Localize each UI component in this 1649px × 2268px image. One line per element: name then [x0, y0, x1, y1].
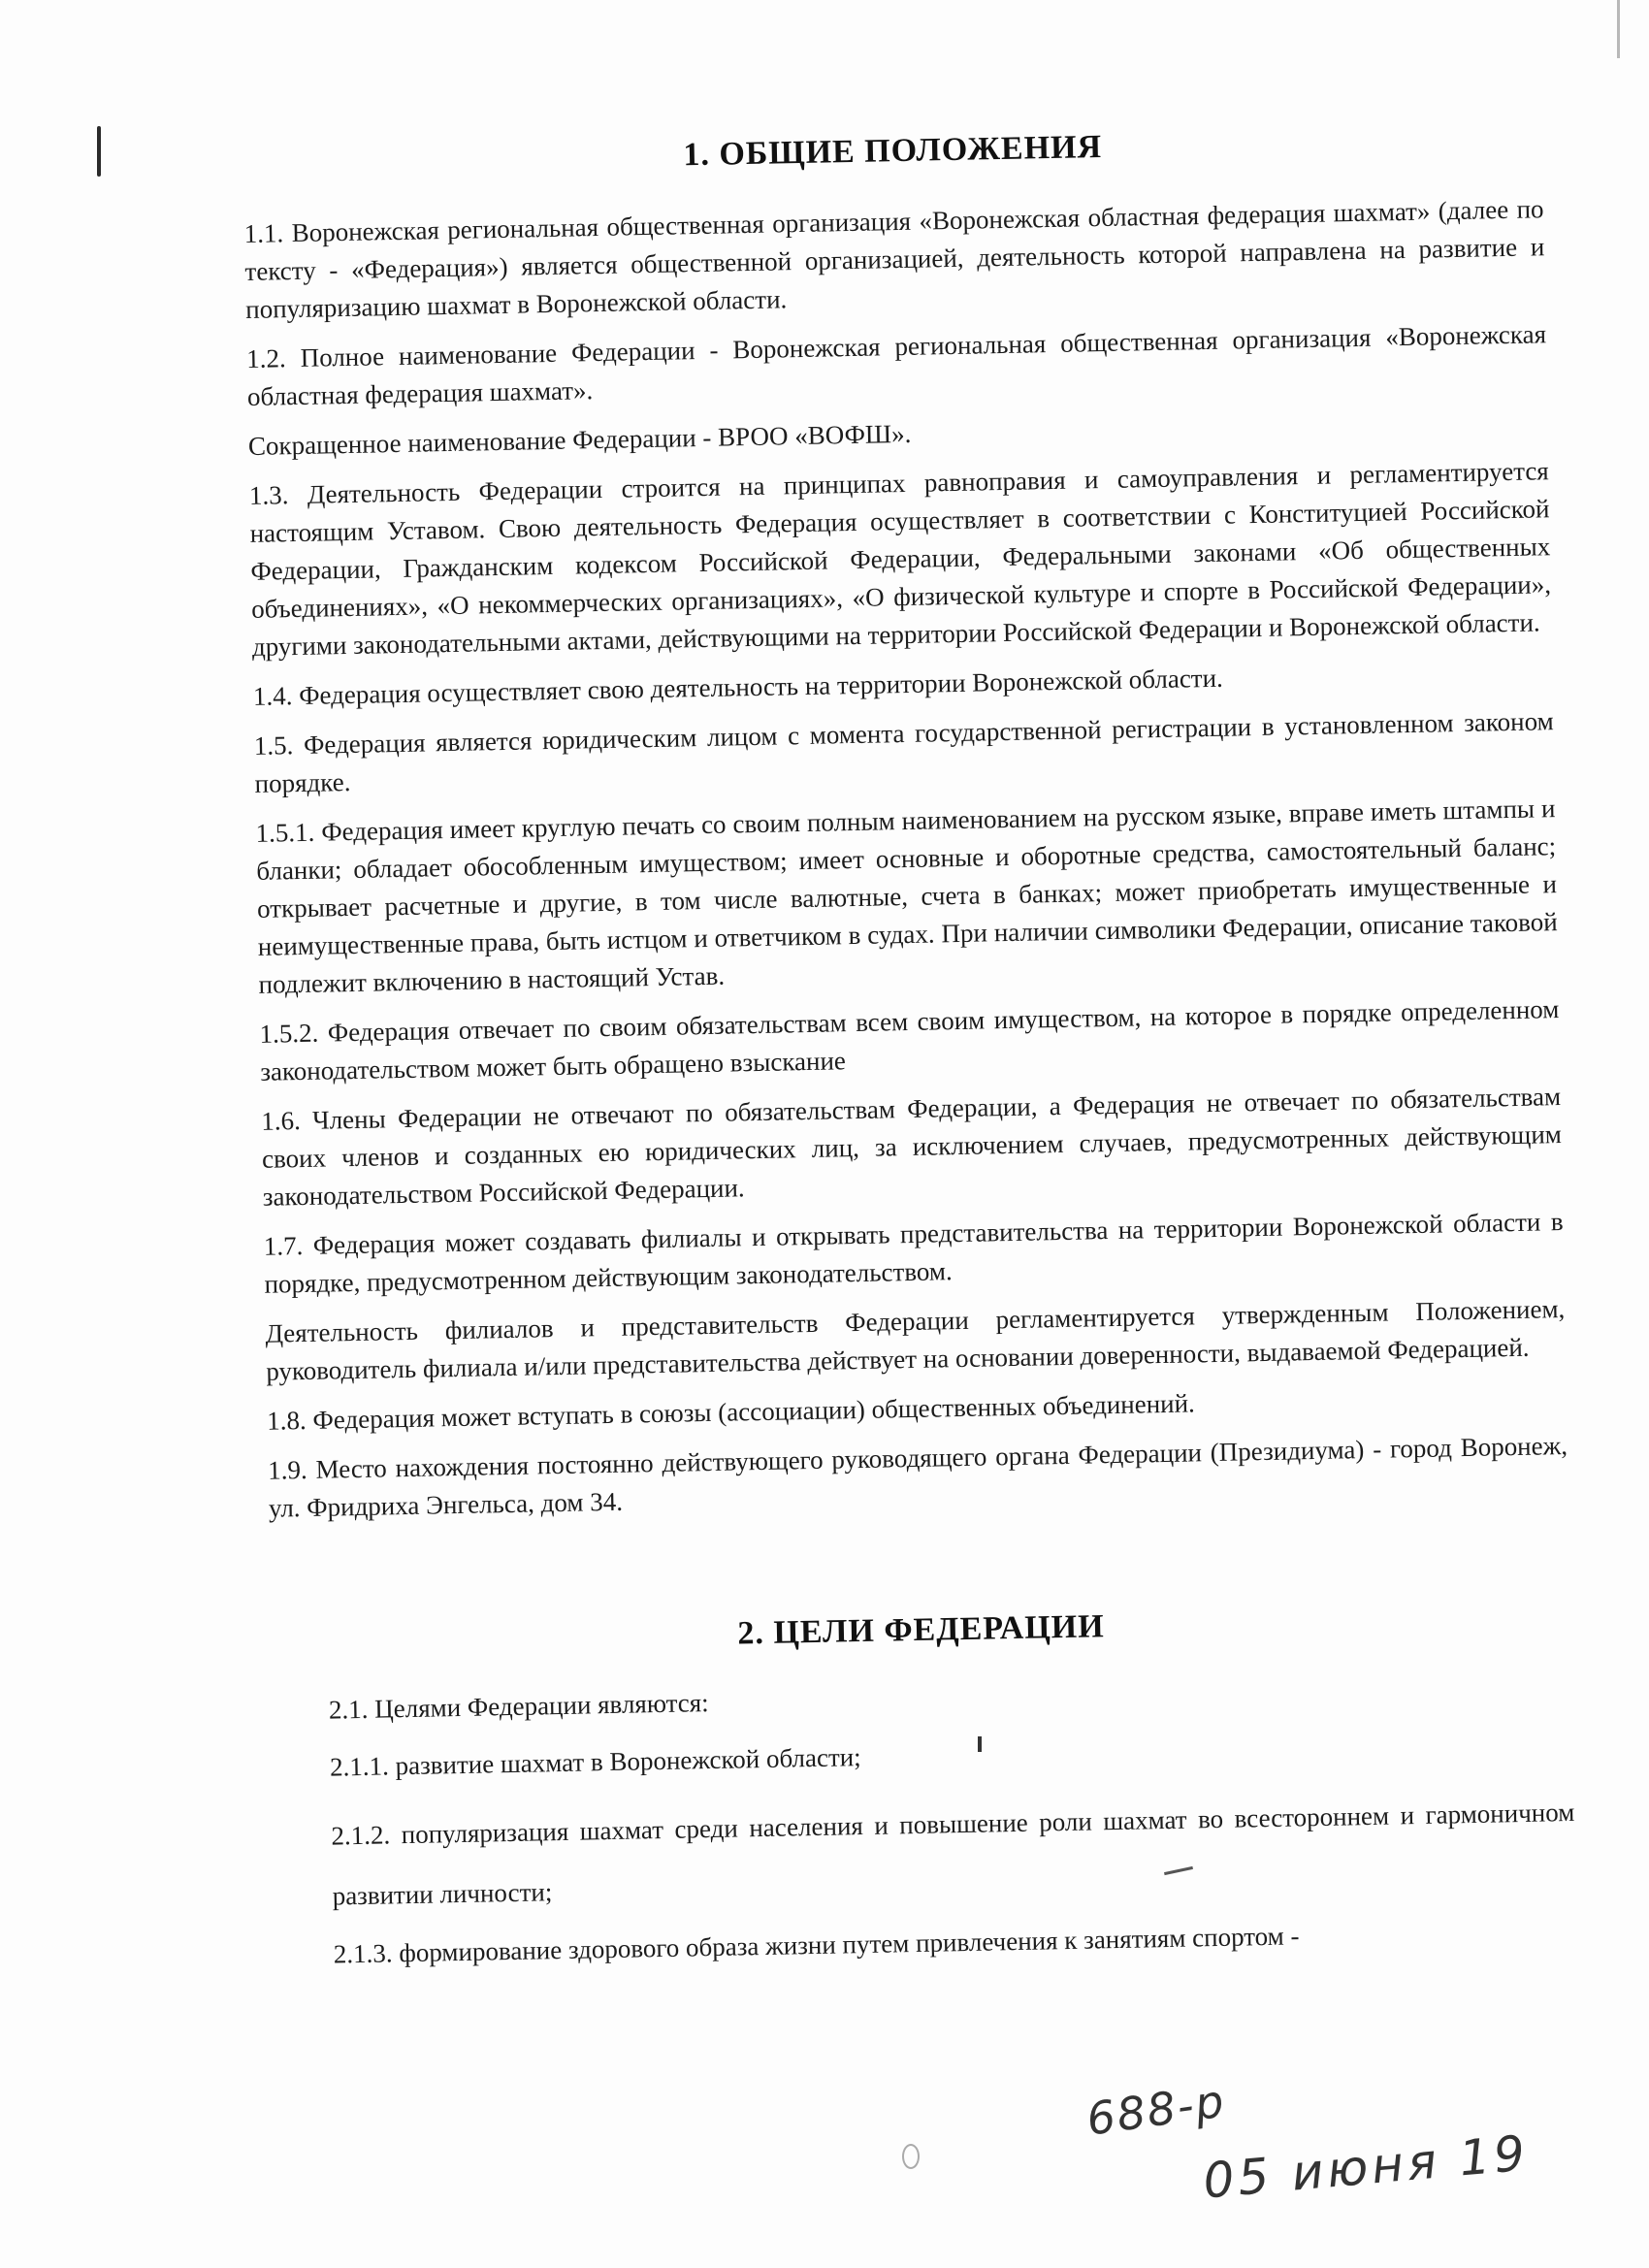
paragraph-1-6: 1.6. Члены Федерации не отвечают по обязательствам Федерации, а Федерация не отвечает по обязательствам своих членов и созданных ею юридических лиц, за исключением случаев, предусмотренных действующим законодательством Российской Федерации.: [261, 1082, 1563, 1212]
paragraph-1-9: 1.9. Место нахождения постоянно действующего руководящего органа Федерации (Президиума) - город Воронеж, ул. Фридриха Энгельса, дом 34.: [267, 1431, 1568, 1523]
item-2-1-3: 2.1.3. формирование здорового образа жизни путем привлечения к занятиям спортом -: [333, 1921, 1300, 1969]
paragraph-1-3: 1.3. Деятельность Федерации строится на принципах равноправия и самоуправления и регламентируется настоящим Уставом. Свою деятельность Федерация осуществляет в соответствии с Конституцией Российской Федерации, Гражданским кодексом Российской Федерации, Федеральными законами «Об общественных объединениях», «О некоммерческих организациях», «О физической культуре и спорте в Российской Федерации», другими законодательными актами, действующими на территории Российской Федерации и Воронежской области.: [248, 456, 1552, 662]
paragraph-1-4: 1.4. Федерация осуществляет свою деятельность на территории Воронежской области.: [252, 663, 1224, 711]
item-2-1-2: 2.1.2. популяризация шахмат среди населения и повышение роли шахмат во всестороннем и гармоничном развитии личности;: [331, 1797, 1575, 1911]
paragraph-branches: Деятельность филиалов и представительств Федерации регламентируется утвержденным Положением, руководитель филиала и/или представительства действует на основании доверенности, выдаваемой Федерацией.: [265, 1294, 1566, 1386]
paragraph-1-5: 1.5. Федерация является юридическим лицом с момента государственной регистрации в установленном законом порядке.: [253, 706, 1554, 798]
paragraph-1-5-1: 1.5.1. Федерация имеет круглую печать со своим полным наименованием на русском языке, вправе иметь штампы и бланки; обладает обособленным имуществом; имеет основные и оборотные средства, самостоятельный баланс; открывает расчетные и другие, в том числе валютные, счета в банках; может приобретать имущественные и неимущественные права, быть истцом и ответчиком в судах. При наличии символики Федерации, описание таковой подлежит включению в настоящий Устав.: [255, 794, 1558, 999]
item-2-1: 2.1. Целями Федерации являются:: [328, 1688, 709, 1725]
handwritten-date: 05 июня 19: [1201, 2124, 1532, 2210]
handwritten-number: 688-р: [1083, 2074, 1229, 2146]
paragraph-1-7: 1.7. Федерация может создавать филиалы и открывать представительства на территории Воронежской области в порядке, предусмотренном действующим законодательством.: [263, 1207, 1564, 1299]
ink-dot-mark: [978, 1736, 982, 1752]
faint-ink-mark: [902, 2144, 920, 2169]
paragraph-1-8: 1.8. Федерация может вступать в союзы (ассоциации) общественных объединений.: [266, 1388, 1196, 1436]
document-content: [242, 120, 1577, 1993]
item-2-1-1: 2.1.1. развитие шахмат в Воронежской области;: [329, 1742, 861, 1782]
scan-edge-line: [1617, 0, 1620, 58]
section-2-title: 2. ЦЕЛИ ФЕДЕРАЦИИ: [737, 1608, 1105, 1652]
paragraph-short-name: Сокращенное наименование Федерации - ВРОО «ВОФШ».: [247, 418, 912, 461]
scan-margin-mark: [97, 126, 101, 177]
paragraph-1-2: 1.2. Полное наименование Федерации - Воронежская региональная общественная организация «Воронежская областная федерация шахмат».: [245, 319, 1547, 411]
paragraph-1-5-2: 1.5.2. Федерация отвечает по своим обязательствам всем своим имуществом, на которое в порядке определенном законодательством может быть обращено взыскание: [259, 994, 1560, 1086]
section-1-title: 1. ОБЩИЕ ПОЛОЖЕНИЯ: [683, 128, 1103, 174]
paragraph-1-1: 1.1. Воронежская региональная общественная организация «Воронежская областная федерация шахмат» (далее по тексту - «Федерация») является общественной организацией, деятельность которой направлена на развитие и популяризацию шахмат в Воронежской области.: [243, 194, 1545, 324]
